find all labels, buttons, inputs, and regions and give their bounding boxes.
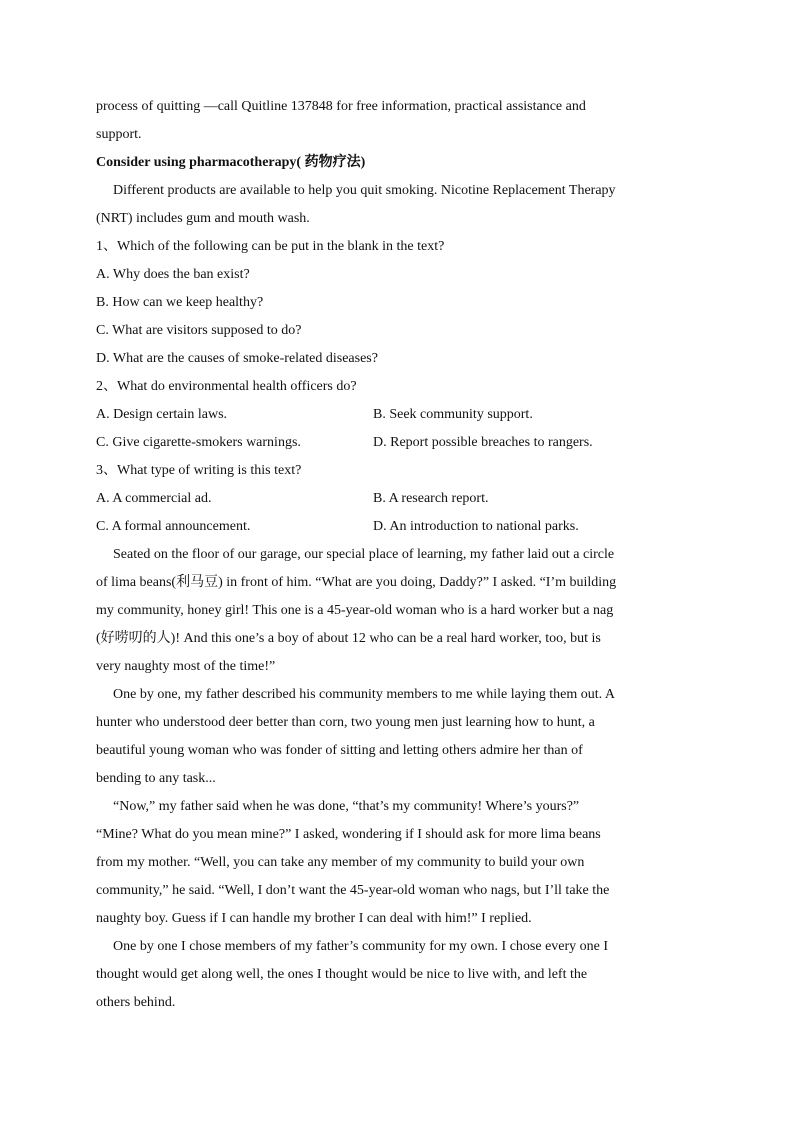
- story-line: of lima beans(利马豆) in front of him. “What are you doing, Daddy?” I asked. “I’m building: [96, 575, 617, 590]
- question-2-option-c: C. Give cigarette-smokers warnings.: [96, 435, 301, 450]
- question-3-option-d: D. An introduction to national parks.: [373, 519, 579, 534]
- section-heading: Consider using pharmacotherapy( 药物疗法): [96, 155, 366, 170]
- question-1-option-d: D. What are the causes of smoke-related diseases?: [96, 351, 378, 366]
- question-1-stem: 1、Which of the following can be put in the blank in the text?: [96, 239, 445, 254]
- story-line: my community, honey girl! This one is a 45-year-old woman who is a hard worker but a nag: [96, 603, 614, 618]
- passage-line: (NRT) includes gum and mouth wash.: [96, 211, 310, 226]
- story-line: thought would get along well, the ones I thought would be nice to live with, and left the: [96, 967, 588, 982]
- story-line: “Now,” my father said when he was done, “that’s my community! Where’s yours?”: [113, 799, 580, 814]
- passage-line: support.: [96, 127, 142, 142]
- story-line: “Mine? What do you mean mine?” I asked, wondering if I should ask for more lima beans: [96, 827, 601, 842]
- passage-line: Different products are available to help you quit smoking. Nicotine Replacement Therapy: [113, 183, 616, 198]
- story-line: Seated on the floor of our garage, our special place of learning, my father laid out a circle: [113, 547, 615, 562]
- story-line: bending to any task...: [96, 771, 216, 786]
- question-2-options-row: [96, 401, 696, 429]
- question-3-options-row: [96, 513, 696, 541]
- story-line: beautiful young woman who was fonder of sitting and letting others admire her than of: [96, 743, 583, 758]
- question-3-option-c: C. A formal announcement.: [96, 519, 251, 534]
- question-1-option-c: C. What are visitors supposed to do?: [96, 323, 302, 338]
- story-line: hunter who understood deer better than corn, two young men just learning how to hunt, a: [96, 715, 595, 730]
- question-1-option-b: B. How can we keep healthy?: [96, 295, 264, 310]
- question-2-options-row: [96, 429, 696, 457]
- story-line: very naughty most of the time!”: [96, 659, 276, 674]
- question-2-stem: 2、What do environmental health officers do?: [96, 379, 357, 394]
- question-3-option-a: A. A commercial ad.: [96, 491, 212, 506]
- story-line: One by one I chose members of my father’s community for my own. I chose every one I: [113, 939, 609, 954]
- story-line: community,” he said. “Well, I don’t want the 45-year-old woman who nags, but I’ll take the: [96, 883, 610, 898]
- story-line: others behind.: [96, 995, 176, 1010]
- story-line: from my mother. “Well, you can take any member of my community to build your own: [96, 855, 585, 870]
- story-line: (好唠叨的人)! And this one’s a boy of about 12 who can be a real hard worker, too, but is: [96, 631, 601, 646]
- question-2-option-d: D. Report possible breaches to rangers.: [373, 435, 593, 450]
- question-2-option-b: B. Seek community support.: [373, 407, 533, 422]
- story-line: One by one, my father described his community members to me while laying them out. A: [113, 687, 615, 702]
- document-page: [96, 93, 696, 1017]
- question-3-option-b: B. A research report.: [373, 491, 489, 506]
- question-1-option-a: A. Why does the ban exist?: [96, 267, 250, 282]
- question-3-stem: 3、What type of writing is this text?: [96, 463, 302, 478]
- passage-line: process of quitting —call Quitline 137848 for free information, practical assistance and: [96, 99, 586, 114]
- story-line: naughty boy. Guess if I can handle my brother I can deal with him!” I replied.: [96, 911, 532, 926]
- question-2-option-a: A. Design certain laws.: [96, 407, 228, 422]
- question-3-options-row: [96, 485, 696, 513]
